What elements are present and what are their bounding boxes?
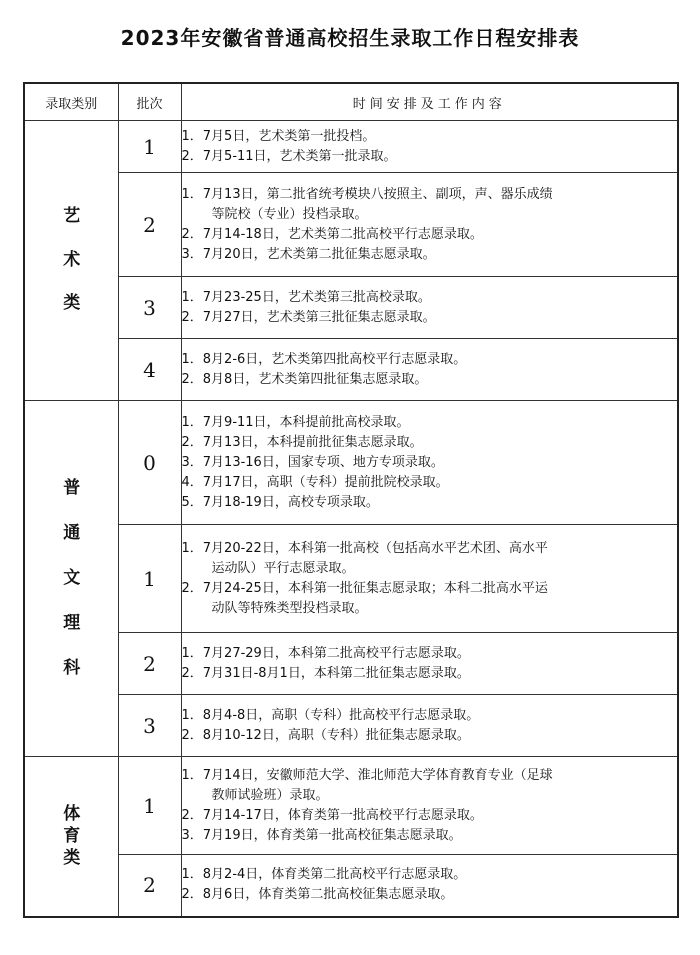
schedule-content	[181, 401, 678, 525]
table-row	[24, 525, 678, 633]
batch-number: 4	[118, 339, 181, 401]
schedule-item-text: 1．7月14日，安徽师范大学、淮北师范大学体育教育专业（足球	[181, 767, 553, 783]
header-category: 录取类别	[24, 83, 118, 121]
schedule-content	[181, 695, 678, 757]
schedule-item-continuation: 运动队）平行志愿录取。	[211, 560, 355, 576]
schedule-item-text: 3．7月13-16日，国家专项、地方专项录取。	[181, 454, 444, 470]
schedule-item	[182, 865, 678, 885]
schedule-content	[181, 633, 678, 695]
category-label: 体育类	[63, 804, 81, 869]
batch-number: 1	[118, 121, 181, 173]
table-row	[24, 855, 678, 917]
schedule-item-continuation: 教师试验班）录取。	[211, 787, 329, 803]
category-cell	[24, 121, 118, 401]
schedule-content	[181, 525, 678, 633]
schedule-item	[182, 308, 678, 328]
schedule-item	[182, 127, 678, 147]
schedule-content	[181, 277, 678, 339]
schedule-item-text: 2．7月13日，本科提前批征集志愿录取。	[181, 434, 423, 450]
schedule-item	[182, 453, 678, 473]
schedule-item	[182, 826, 678, 846]
schedule-item-text: 1．7月23-25日，艺术类第三批高校录取。	[181, 289, 431, 305]
schedule-item-text: 2．7月31日-8月1日，本科第二批征集志愿录取。	[181, 665, 470, 681]
batch-number: 1	[118, 525, 181, 633]
schedule-item-text: 3．7月19日，体育类第一批高校征集志愿录取。	[181, 827, 462, 843]
category-label: 艺术类	[63, 206, 81, 314]
schedule-item	[182, 706, 678, 726]
schedule-item-text: 2．7月5-11日，艺术类第一批录取。	[181, 148, 397, 164]
schedule-item	[182, 664, 678, 684]
schedule-item-text: 2．7月27日，艺术类第三批征集志愿录取。	[181, 309, 436, 325]
schedule-item-text: 1．7月20-22日，本科第一批高校（包括高水平艺术团、高水平	[181, 540, 548, 556]
schedule-item	[182, 225, 678, 245]
schedule-table	[23, 82, 679, 918]
batch-number: 1	[118, 757, 181, 855]
category-label: 普通文理科	[63, 477, 81, 679]
category-cell	[24, 401, 118, 757]
schedule-item	[182, 288, 678, 308]
header-batch: 批次	[118, 83, 181, 121]
schedule-item-text: 2．8月8日，艺术类第四批征集志愿录取。	[181, 371, 428, 387]
schedule-item	[182, 766, 678, 806]
schedule-item	[182, 473, 678, 493]
schedule-item-text: 1．7月5日，艺术类第一批投档。	[181, 128, 376, 144]
table-row	[24, 339, 678, 401]
batch-number: 2	[118, 173, 181, 277]
batch-number: 3	[118, 695, 181, 757]
page-title: 2023年安徽省普通高校招生录取工作日程安排表	[120, 26, 580, 50]
schedule-item-text: 1．7月9-11日，本科提前批高校录取。	[181, 414, 410, 430]
schedule-content	[181, 339, 678, 401]
schedule-item	[182, 185, 678, 225]
category-cell	[24, 757, 118, 917]
schedule-item	[182, 245, 678, 265]
header-content: 时间安排及工作内容	[181, 83, 678, 121]
schedule-item	[182, 493, 678, 513]
header-row	[24, 83, 678, 121]
schedule-content	[181, 757, 678, 855]
batch-number: 3	[118, 277, 181, 339]
schedule-item-text: 2．8月6日，体育类第二批高校征集志愿录取。	[181, 887, 454, 903]
table-row	[24, 695, 678, 757]
schedule-item	[182, 147, 678, 167]
schedule-item-text: 2．7月14-18日，艺术类第二批高校平行志愿录取。	[181, 226, 483, 242]
table-row	[24, 173, 678, 277]
schedule-item	[182, 644, 678, 664]
table-row	[24, 121, 678, 173]
schedule-item-text: 1．8月4-8日，高职（专科）批高校平行志愿录取。	[181, 707, 480, 723]
schedule-content	[181, 121, 678, 173]
schedule-item	[182, 806, 678, 826]
schedule-item	[182, 539, 678, 579]
schedule-item	[182, 413, 678, 433]
schedule-body	[24, 121, 678, 917]
table-row	[24, 401, 678, 525]
schedule-content	[181, 855, 678, 917]
schedule-item-text: 3．7月20日，艺术类第二批征集志愿录取。	[181, 246, 436, 262]
schedule-item	[182, 579, 678, 619]
schedule-item-continuation: 动队等特殊类型投档录取。	[211, 600, 368, 616]
schedule-item-text: 1．8月2-4日，体育类第二批高校平行志愿录取。	[181, 867, 467, 883]
table-row	[24, 633, 678, 695]
schedule-item	[182, 433, 678, 453]
schedule-item-text: 5．7月18-19日，高校专项录取。	[181, 494, 379, 510]
batch-number: 2	[118, 855, 181, 917]
batch-number: 2	[118, 633, 181, 695]
schedule-item-text: 2．7月14-17日，体育类第一批高校平行志愿录取。	[181, 807, 483, 823]
schedule-item	[182, 885, 678, 905]
table-row	[24, 757, 678, 855]
schedule-item-text: 1．7月27-29日，本科第二批高校平行志愿录取。	[181, 645, 470, 661]
schedule-item-text: 1．8月2-6日，艺术类第四批高校平行志愿录取。	[181, 351, 467, 367]
schedule-content	[181, 173, 678, 277]
schedule-item	[182, 350, 678, 370]
schedule-item-text: 2．7月24-25日，本科第一批征集志愿录取；本科二批高水平运	[181, 580, 548, 596]
table-row	[24, 277, 678, 339]
schedule-item-text: 1．7月13日，第二批省统考模块八按照主、副项，声、器乐成绩	[181, 186, 553, 202]
schedule-item-text: 4．7月17日，高职（专科）提前批院校录取。	[181, 474, 449, 490]
schedule-item-text: 2．8月10-12日，高职（专科）批征集志愿录取。	[181, 727, 470, 743]
schedule-item	[182, 726, 678, 746]
schedule-item	[182, 370, 678, 390]
batch-number: 0	[118, 401, 181, 525]
schedule-item-continuation: 等院校（专业）投档录取。	[211, 206, 368, 222]
